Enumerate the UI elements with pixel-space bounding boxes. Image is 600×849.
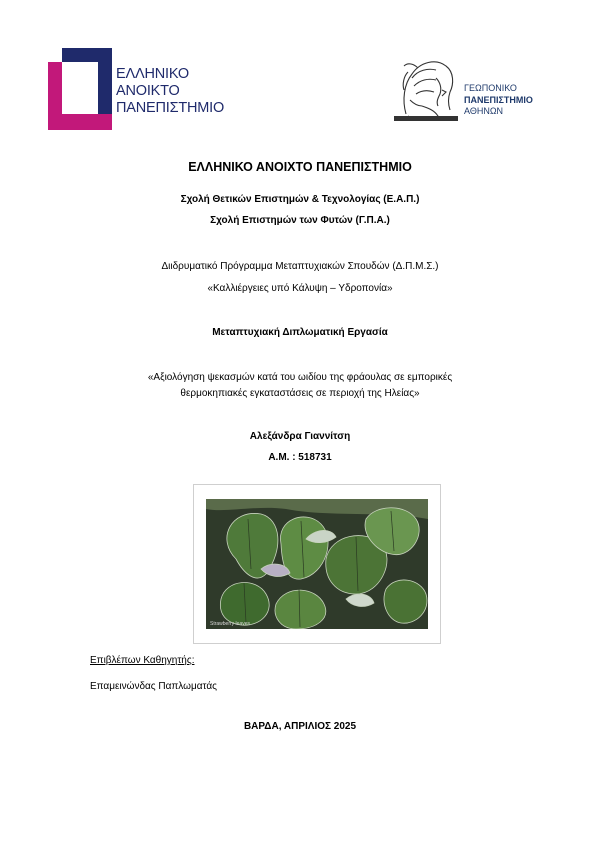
eap-logo-line1: ΕΛΛΗΝΙΚΟ bbox=[116, 66, 189, 82]
thesis-title-line-2: θερμοκηπιακές εγκαταστάσεις σε περιοχή της Ηλείας» bbox=[180, 388, 420, 399]
eap-logo-text bbox=[116, 66, 224, 117]
eap-logo-line3: ΠΑΝΕΠΙΣΤΗΜΙΟ bbox=[116, 100, 225, 116]
eap-logo bbox=[48, 48, 238, 130]
thesis-title-line-1: «Αξιολόγηση ψεκασμών κατά του ωιδίου της φράουλας σε εμπορικές bbox=[147, 372, 453, 383]
cover-photo-frame bbox=[193, 484, 441, 644]
program-line-1: Διιδρυματικό Πρόγραμμα Μεταπτυχιακών Σπουδών (Δ.Π.Μ.Σ.) bbox=[161, 261, 439, 272]
author-name: Αλεξάνδρα Γιαννίτση bbox=[249, 431, 351, 442]
eap-logo-mark-icon bbox=[48, 48, 112, 130]
program-line-2: «Καλλιέργειες υπό Κάλυψη – Υδροπονία» bbox=[207, 283, 393, 294]
aua-logo bbox=[392, 50, 562, 122]
school-line-2: Σχολή Επιστημών των Φυτών (Γ.Π.Α.) bbox=[210, 215, 390, 226]
thesis-type: Μεταπτυχιακή Διπλωματική Εργασία bbox=[212, 327, 388, 338]
student-id: Α.Μ. : 518731 bbox=[268, 452, 332, 463]
supervisor-name: Επαμεινώνδας Παπλωματάς bbox=[90, 681, 217, 692]
aua-logo-line1: ΓΕΩΠΟΝΙΚΟ bbox=[464, 83, 517, 93]
place-and-date: ΒΑΡΔΑ, ΑΠΡΙΛΙΟΣ 2025 bbox=[243, 721, 357, 732]
athena-head-icon bbox=[392, 50, 460, 122]
svg-text:Strawberry leaves: Strawberry leaves bbox=[210, 621, 251, 627]
aua-logo-line2: ΠΑΝΕΠΙΣΤΗΜΙΟ bbox=[464, 94, 533, 105]
supervisor-label: Επιβλέπων Καθηγητής: bbox=[90, 655, 195, 666]
university-title: ΕΛΛΗΝΙΚΟ ΑΝΟΙΧΤΟ ΠΑΝΕΠΙΣΤΗΜΙΟ bbox=[188, 160, 412, 174]
eap-logo-line2: ΑΝΟΙΚΤΟ bbox=[116, 83, 180, 99]
strawberry-leaves-photo bbox=[206, 499, 428, 629]
aua-logo-line3: ΑΘΗΝΩΝ bbox=[464, 106, 504, 116]
aua-logo-text bbox=[464, 83, 533, 118]
school-line-1: Σχολή Θετικών Επιστημών & Τεχνολογίας (Ε.Α.Π.) bbox=[180, 194, 420, 205]
